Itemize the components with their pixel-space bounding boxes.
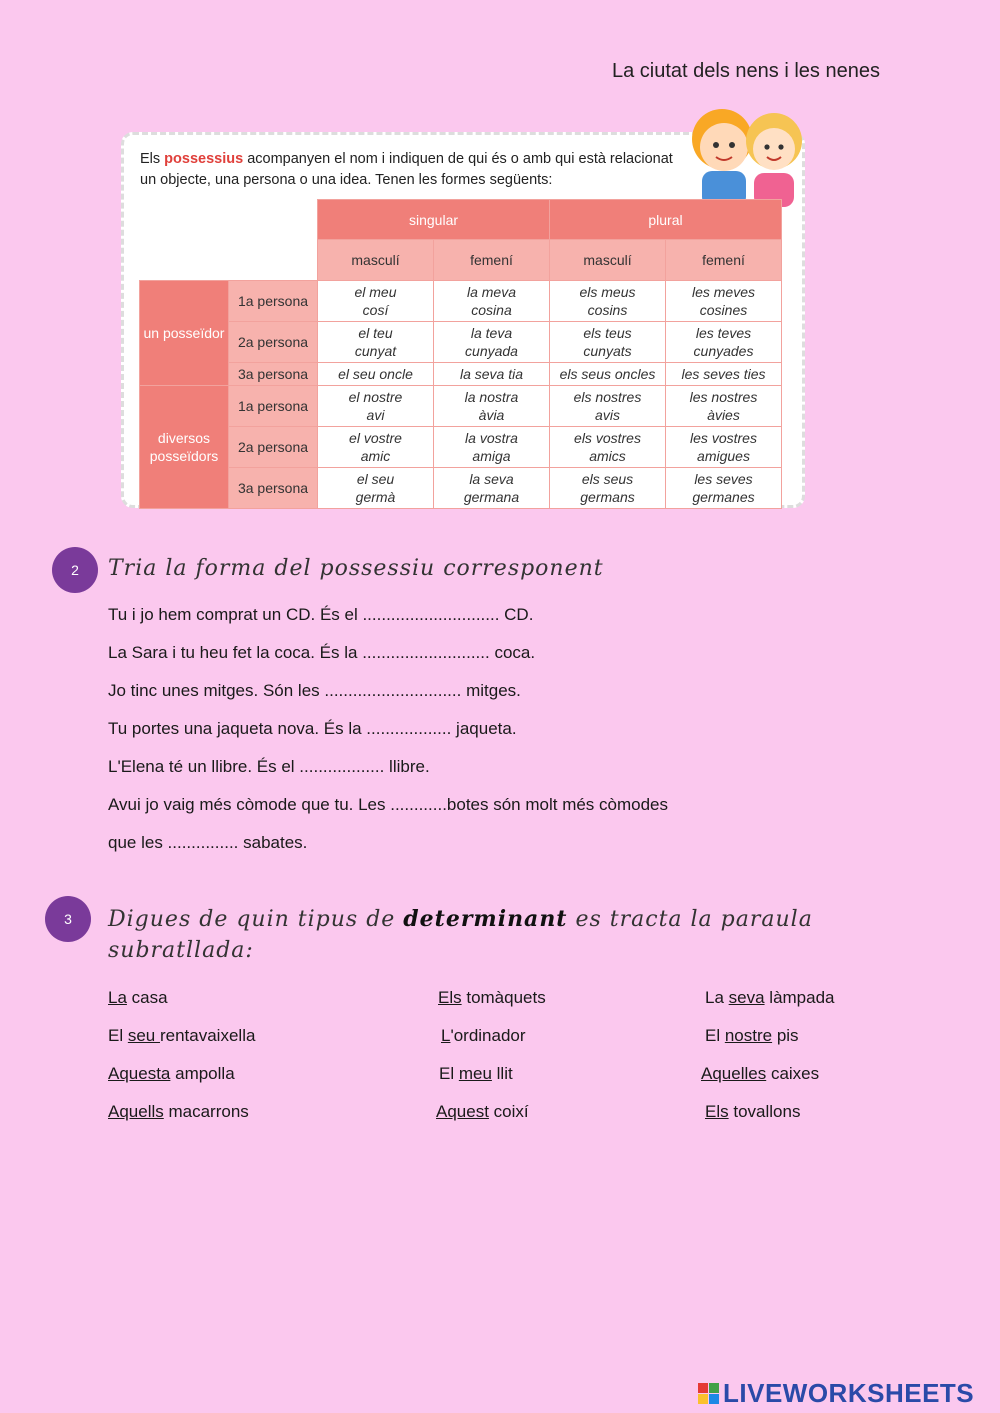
- table-cell: [550, 280, 666, 321]
- item-underlined: La: [108, 988, 127, 1007]
- cell-noun: cunyat: [354, 342, 397, 359]
- cell-det: els nostres: [573, 388, 642, 405]
- cell-noun: cunyats: [583, 342, 632, 359]
- word-item[interactable]: [705, 988, 835, 1008]
- item-post: làmpada: [764, 988, 835, 1007]
- exercise-3-badge: 3: [45, 896, 91, 942]
- cell-det: la vostra: [465, 429, 518, 446]
- owner-many: [140, 385, 229, 508]
- sentence[interactable]: La Sara i tu heu fet la coca. És la ........................... coca.: [108, 643, 536, 662]
- cell-det: les seves: [694, 470, 753, 487]
- cell-noun: cosí: [362, 301, 389, 318]
- sentence[interactable]: Tu i jo hem comprat un CD. És el ............................. CD.: [108, 605, 534, 624]
- table-cell: [318, 426, 434, 467]
- table-cell: [318, 385, 434, 426]
- cell-det: les teves: [695, 324, 752, 341]
- cell-noun: cosina: [471, 301, 512, 318]
- person-label: 3a persona: [229, 362, 318, 385]
- word-item[interactable]: [108, 1064, 235, 1084]
- table-row: [140, 467, 782, 508]
- cell-det: els teus: [583, 324, 632, 341]
- children-illustration: [682, 97, 812, 207]
- cell-noun: cosins: [587, 301, 628, 318]
- cell-det: la seva: [469, 470, 514, 487]
- item-pre: La: [705, 988, 729, 1007]
- table-cell: [550, 321, 666, 362]
- sentence[interactable]: Jo tinc unes mitges. Són les ............................. mitges.: [108, 681, 521, 700]
- cell-det: la teva: [470, 324, 513, 341]
- item-underlined: meu: [458, 1064, 492, 1083]
- cell-det: les vostres: [690, 429, 757, 446]
- table-cell: [666, 467, 782, 508]
- group-plural: plural: [550, 200, 782, 240]
- person-label: 2a persona: [229, 321, 318, 362]
- table-cell: el seu oncle: [318, 362, 434, 385]
- cell-det: el nostre: [348, 388, 403, 405]
- word-item[interactable]: [439, 1064, 513, 1084]
- item-underlined: Aquest: [436, 1102, 489, 1121]
- item-underlined: Aquesta: [108, 1064, 171, 1083]
- word-item[interactable]: [108, 988, 168, 1008]
- table-cell: [666, 280, 782, 321]
- item-underlined: Els: [705, 1102, 729, 1121]
- title-bold: determinant: [403, 906, 568, 932]
- owner-label: un posseïdor: [143, 324, 225, 341]
- item-post: macarrons: [163, 1102, 249, 1121]
- cell-noun: amics: [589, 447, 626, 464]
- item-pre: El: [705, 1026, 725, 1045]
- item-post: rentavaixella: [159, 1026, 256, 1045]
- person-label: 2a persona: [229, 426, 318, 467]
- owner-one: [140, 280, 229, 385]
- item-pre: El: [108, 1026, 128, 1045]
- cell-noun: amic: [360, 447, 391, 464]
- liveworksheets-logo[interactable]: [698, 1378, 974, 1409]
- item-post: coixí: [488, 1102, 529, 1121]
- person-label: 1a persona: [229, 280, 318, 321]
- cell-det: la nostra: [464, 388, 519, 405]
- word-item[interactable]: [705, 1026, 799, 1046]
- table-cell: [666, 385, 782, 426]
- table-row: [140, 426, 782, 467]
- cell-noun: avis: [595, 406, 620, 423]
- sentence[interactable]: Tu portes una jaqueta nova. És la .................. jaqueta.: [108, 719, 517, 738]
- table-cell: [434, 467, 550, 508]
- item-underlined: seva: [728, 988, 765, 1007]
- word-item[interactable]: [436, 1102, 529, 1122]
- cell-det: el vostre: [349, 429, 402, 446]
- gender-header: femení: [666, 240, 782, 281]
- item-post: tovallons: [728, 1102, 801, 1121]
- person-label: 1a persona: [229, 385, 318, 426]
- table-row: [140, 321, 782, 362]
- cell-noun: germana: [463, 488, 520, 505]
- cell-noun: cosines: [699, 301, 748, 318]
- cell-noun: amiga: [472, 447, 511, 464]
- cell-det: el teu: [358, 324, 393, 341]
- table-cell: [550, 467, 666, 508]
- table-cell: [318, 280, 434, 321]
- cell-noun: àvies: [707, 406, 740, 423]
- item-underlined: seu: [127, 1026, 160, 1045]
- table-cell: [318, 467, 434, 508]
- word-item[interactable]: [108, 1102, 249, 1122]
- table-cell: les seves ties: [666, 362, 782, 385]
- item-post: caixes: [766, 1064, 820, 1083]
- logo-text: LIVEWORKSHEETS: [723, 1378, 975, 1408]
- item-underlined: Aquelles: [701, 1064, 767, 1083]
- exercise-3-title-line2: subratllada:: [108, 938, 254, 963]
- exercise-2-title: Tria la forma del possessiu corresponent: [108, 556, 604, 581]
- exercise-3-title: [108, 906, 813, 932]
- item-underlined: Aquells: [108, 1102, 164, 1121]
- page-title: La ciutat dels nens i les nenes: [612, 60, 880, 82]
- word-item[interactable]: [701, 1064, 819, 1084]
- cell-noun: amigues: [697, 447, 750, 464]
- possessives-table: [139, 199, 782, 509]
- possessives-card: [121, 132, 805, 508]
- item-post: ampolla: [170, 1064, 235, 1083]
- word-item[interactable]: [438, 988, 546, 1008]
- cell-det: els vostres: [574, 429, 641, 446]
- table-cell: [434, 385, 550, 426]
- table-corner: [140, 240, 318, 281]
- table-row: [140, 385, 782, 426]
- table-cell: [318, 321, 434, 362]
- item-post: casa: [126, 988, 168, 1007]
- title-part: es tracta la paraula: [567, 907, 813, 932]
- intro-after: acompanyen el nom i indiquen de qui és o amb qui està relacionat un objecte, una persona o una idea. Tenen les formes següents:: [140, 151, 673, 188]
- cell-det: els seus: [581, 470, 634, 487]
- item-underlined: Els: [438, 988, 462, 1007]
- table-cell: [434, 426, 550, 467]
- cell-det: el meu: [354, 283, 397, 300]
- item-post: 'ordinador: [450, 1026, 526, 1045]
- table-cell: els seus oncles: [550, 362, 666, 385]
- cell-det: el seu: [356, 470, 395, 487]
- table-cell: la seva tia: [434, 362, 550, 385]
- intro-text: [140, 149, 680, 191]
- cell-det: els meus: [579, 283, 636, 300]
- table-cell: [434, 280, 550, 321]
- sentence[interactable]: que les ............... sabates.: [108, 833, 308, 852]
- sentence[interactable]: Avui jo vaig més còmode que tu. Les ............botes són molt més còmodes: [108, 795, 669, 814]
- person-label: 3a persona: [229, 467, 318, 508]
- word-item[interactable]: [108, 1026, 255, 1046]
- cell-det: la meva: [466, 283, 517, 300]
- item-underlined: nostre: [724, 1026, 773, 1045]
- gender-header: femení: [434, 240, 550, 281]
- gender-header: masculí: [550, 240, 666, 281]
- word-item[interactable]: [705, 1102, 800, 1122]
- cell-noun: germà: [355, 488, 396, 505]
- table-row: [140, 362, 782, 385]
- cell-noun: àvia: [478, 406, 505, 423]
- owner-label: diversos posseïdors: [149, 429, 219, 464]
- cell-noun: cunyades: [693, 342, 754, 359]
- cell-noun: cunyada: [465, 342, 518, 359]
- item-underlined: L: [441, 1026, 451, 1045]
- intro-highlight: possessius: [164, 151, 244, 167]
- table-row: [140, 280, 782, 321]
- table-cell: [550, 385, 666, 426]
- cell-det: les meves: [691, 283, 756, 300]
- word-item[interactable]: [441, 1026, 526, 1046]
- intro-before: Els: [140, 151, 165, 167]
- table-cell: [666, 426, 782, 467]
- cell-noun: germans: [580, 488, 635, 505]
- cell-det: les nostres: [689, 388, 758, 405]
- table-cell: [434, 321, 550, 362]
- item-post: llit: [491, 1064, 513, 1083]
- item-post: tomàquets: [461, 988, 546, 1007]
- table-corner: [140, 200, 318, 240]
- sentence[interactable]: L'Elena té un llibre. És el .................. llibre.: [108, 757, 430, 776]
- gender-header: masculí: [318, 240, 434, 281]
- table-cell: [550, 426, 666, 467]
- item-post: pis: [772, 1026, 799, 1045]
- item-pre: El: [439, 1064, 459, 1083]
- cell-noun: avi: [366, 406, 385, 423]
- logo-icon: [698, 1383, 719, 1404]
- title-part: Digues de quin tipus de: [108, 907, 404, 932]
- cell-noun: germanes: [692, 488, 755, 505]
- table-cell: [666, 321, 782, 362]
- group-singular: singular: [318, 200, 550, 240]
- exercise-2-badge: 2: [52, 547, 98, 593]
